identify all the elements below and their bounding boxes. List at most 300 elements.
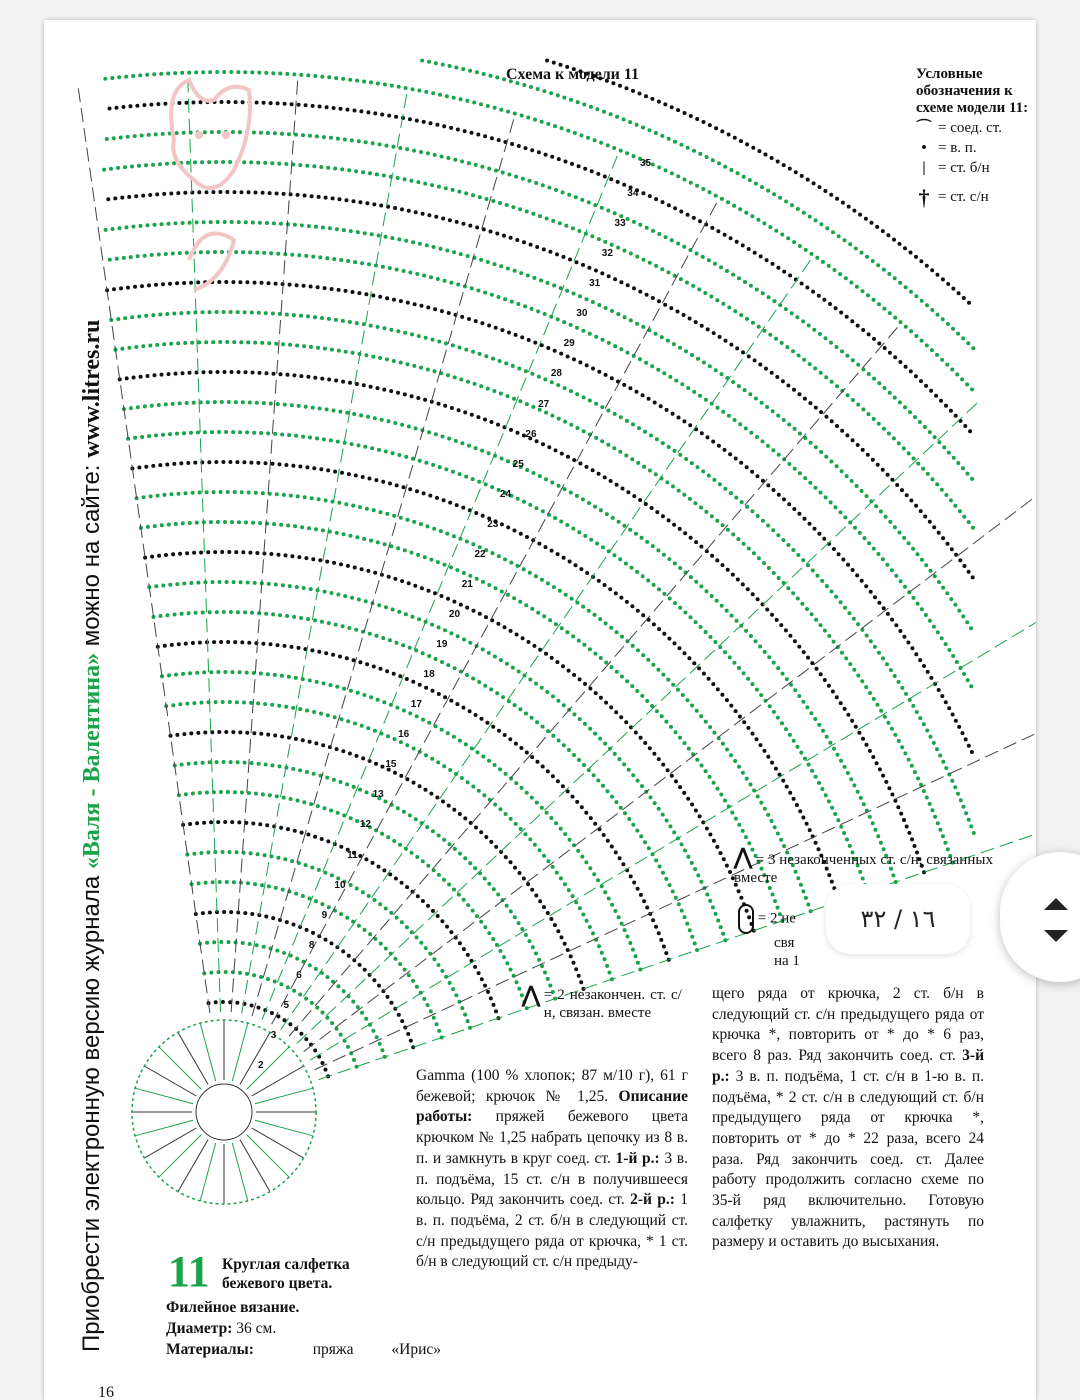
chain-stitch — [908, 410, 912, 414]
chain-stitch — [798, 392, 802, 396]
row-number-label: 34 — [627, 188, 639, 200]
chain-stitch — [335, 227, 339, 231]
chain-stitch — [352, 412, 356, 416]
chain-stitch — [529, 243, 533, 247]
chain-stitch — [179, 311, 183, 315]
chain-stitch — [518, 600, 522, 604]
chain-stitch — [699, 880, 703, 884]
chain-stitch — [355, 535, 359, 539]
chain-stitch — [294, 737, 298, 741]
chain-stitch — [219, 640, 223, 644]
chain-stitch — [739, 461, 743, 465]
chain-stitch — [344, 502, 348, 506]
chain-stitch — [621, 487, 625, 491]
chain-stitch — [170, 643, 174, 647]
center-stitch — [144, 1128, 196, 1158]
chain-stitch — [429, 121, 433, 125]
chain-stitch — [967, 744, 971, 748]
chain-stitch — [267, 341, 271, 345]
chain-stitch — [412, 149, 416, 153]
chain-stitch — [712, 839, 716, 843]
chain-stitch — [400, 881, 404, 885]
chain-stitch — [392, 514, 396, 518]
chain-stitch — [669, 725, 673, 729]
chain-stitch — [188, 671, 192, 675]
chain-stitch — [423, 398, 427, 402]
chain-stitch — [301, 677, 305, 681]
chain-stitch — [429, 792, 433, 796]
chain-stitch — [791, 591, 795, 595]
chain-stitch — [313, 835, 317, 839]
chain-stitch — [766, 524, 770, 528]
chain-stitch — [861, 289, 865, 293]
chain-stitch — [448, 981, 452, 985]
chain-stitch — [893, 355, 897, 359]
chain-stitch — [412, 364, 416, 368]
chain-stitch — [363, 968, 367, 972]
chain-stitch — [805, 822, 809, 826]
chain-stitch — [827, 684, 831, 688]
chain-stitch — [251, 822, 255, 826]
chain-stitch — [760, 401, 764, 405]
chain-stitch — [893, 674, 897, 678]
chain-stitch — [678, 527, 682, 531]
chain-stitch — [798, 244, 802, 248]
chain-stitch — [358, 963, 362, 967]
chain-stitch — [289, 494, 293, 498]
chain-stitch — [739, 313, 743, 317]
chain-stitch — [453, 847, 457, 851]
chain-stitch — [379, 667, 383, 671]
chain-stitch — [452, 96, 456, 100]
chain-stitch — [854, 247, 858, 251]
chain-stitch — [404, 86, 408, 90]
chain-stitch — [222, 610, 226, 614]
chain-stitch — [580, 198, 584, 202]
chain-stitch — [474, 319, 478, 323]
chain-stitch — [716, 406, 720, 410]
chain-stitch — [615, 630, 619, 634]
chain-stitch — [434, 657, 438, 661]
chain-stitch — [487, 882, 491, 886]
chain-stitch — [480, 717, 484, 721]
chain-stitch — [406, 362, 410, 366]
chain-stitch — [235, 460, 239, 464]
chain-stitch — [349, 229, 353, 233]
chain-stitch — [400, 423, 404, 427]
chain-stitch — [725, 609, 729, 613]
chain-stitch — [311, 104, 315, 108]
chain-stitch — [584, 811, 588, 815]
chain-stitch — [241, 400, 245, 404]
chain-stitch — [323, 286, 327, 290]
chain-stitch — [632, 220, 636, 224]
chain-stitch — [699, 625, 703, 629]
chain-stitch — [940, 694, 944, 698]
chain-stitch — [467, 161, 471, 165]
chain-stitch — [658, 865, 662, 869]
chain-stitch — [477, 680, 481, 684]
chain-stitch — [706, 327, 710, 331]
chain-stitch — [916, 602, 920, 606]
chain-stitch — [453, 375, 457, 379]
chain-stitch — [496, 423, 500, 427]
chain-stitch — [786, 586, 790, 590]
chain-stitch — [192, 551, 196, 555]
chain-stitch — [283, 102, 287, 106]
chain-stitch — [601, 784, 605, 788]
chain-stitch — [304, 997, 308, 1001]
chain-stitch — [442, 124, 446, 128]
chain-stitch — [380, 765, 384, 769]
chain-stitch — [419, 150, 423, 154]
chain-stitch — [339, 1033, 343, 1037]
chain-stitch — [415, 714, 419, 718]
chain-stitch — [661, 200, 665, 204]
chain-stitch — [855, 285, 859, 289]
chain-stitch — [671, 484, 675, 488]
chain-stitch — [448, 64, 452, 68]
chain-stitch — [664, 720, 668, 724]
scroll-down-icon[interactable] — [1044, 930, 1068, 942]
chain-stitch — [642, 899, 646, 903]
chain-stitch — [112, 136, 116, 140]
chain-stitch — [185, 702, 189, 706]
chain-stitch — [458, 472, 462, 476]
chain-stitch — [776, 533, 780, 537]
chain-stitch — [725, 269, 729, 273]
chain-stitch — [379, 510, 383, 514]
chain-stitch — [314, 967, 318, 971]
chain-stitch — [725, 864, 729, 868]
chain-stitch — [531, 212, 535, 216]
chain-stitch — [397, 85, 401, 89]
chain-stitch — [840, 349, 844, 353]
chain-stitch — [617, 915, 621, 919]
chain-stitch — [127, 346, 131, 350]
chain-stitch — [449, 281, 453, 285]
chain-stitch — [798, 432, 802, 436]
chain-stitch — [862, 802, 866, 806]
chain-stitch — [654, 131, 658, 135]
chain-stitch — [119, 136, 123, 140]
row-number-label: 18 — [423, 669, 435, 681]
chain-stitch — [445, 249, 449, 253]
chain-stitch — [483, 877, 487, 881]
chain-stitch — [147, 133, 151, 137]
chain-stitch — [577, 758, 581, 762]
chain-stitch — [223, 520, 227, 524]
chain-stitch — [619, 596, 623, 600]
chain-stitch — [209, 971, 213, 975]
chain-stitch — [489, 687, 493, 691]
legend — [916, 66, 1036, 210]
two-unfinished-icon: ⋀ — [522, 982, 541, 1007]
chain-stitch — [689, 615, 693, 619]
chain-stitch — [167, 523, 171, 527]
chain-stitch — [623, 928, 627, 932]
chain-stitch — [352, 785, 356, 789]
chain-stitch — [651, 296, 655, 300]
chain-stitch — [125, 225, 129, 229]
chain-stitch — [528, 837, 532, 841]
chain-stitch — [339, 845, 343, 849]
chain-stitch — [387, 575, 391, 579]
chain-stitch — [288, 1022, 292, 1026]
chain-stitch — [263, 853, 267, 857]
center-stitch — [178, 1140, 208, 1192]
chain-stitch — [399, 516, 403, 520]
chain-stitch — [706, 435, 710, 439]
chain-stitch — [893, 525, 897, 529]
chain-stitch — [298, 768, 302, 772]
chain-stitch — [549, 816, 553, 820]
chain-stitch — [169, 342, 173, 346]
chain-stitch — [189, 731, 193, 735]
chain-stitch — [455, 702, 459, 706]
chain-stitch — [282, 796, 286, 800]
scroll-up-icon[interactable] — [1044, 898, 1068, 910]
chain-stitch — [962, 296, 966, 300]
chain-stitch — [595, 107, 599, 111]
chain-stitch — [336, 811, 340, 815]
chain-stitch — [914, 374, 918, 378]
chain-stitch — [244, 520, 248, 524]
chain-stitch — [774, 337, 778, 341]
chain-stitch — [334, 76, 338, 80]
chain-stitch — [197, 340, 201, 344]
chain-stitch — [852, 668, 856, 672]
chain-stitch — [569, 954, 573, 958]
chain-stitch — [267, 884, 271, 888]
chain-stitch — [639, 736, 643, 740]
chain-stitch — [683, 915, 687, 919]
chain-stitch — [577, 164, 581, 168]
chain-stitch — [498, 359, 502, 363]
site-link[interactable]: www.litres.ru — [79, 319, 105, 458]
chain-stitch — [614, 710, 618, 714]
chain-stitch — [613, 553, 617, 557]
chain-stitch — [907, 758, 911, 762]
chain-stitch — [614, 591, 618, 595]
chain-stitch — [324, 498, 328, 502]
chain-stitch — [543, 377, 547, 381]
chain-stitch — [591, 468, 595, 472]
chain-stitch — [528, 678, 532, 682]
chain-stitch — [684, 457, 688, 461]
chain-stitch — [478, 612, 482, 616]
chain-stitch — [741, 350, 745, 354]
chain-stitch — [117, 75, 121, 79]
chain-stitch — [605, 512, 609, 516]
chain-stitch — [400, 920, 404, 924]
chain-stitch — [810, 252, 814, 256]
chain-stitch — [372, 665, 376, 669]
chain-stitch — [345, 411, 349, 415]
chain-stitch — [321, 1011, 325, 1015]
chain-stitch — [682, 791, 686, 795]
chain-stitch — [518, 399, 522, 403]
chain-stitch — [254, 491, 258, 495]
chain-stitch — [657, 299, 661, 303]
chain-stitch — [571, 894, 575, 898]
chain-stitch — [801, 558, 805, 562]
chain-stitch — [568, 258, 572, 262]
chain-stitch — [185, 401, 189, 405]
chain-stitch — [690, 861, 694, 865]
chain-stitch — [564, 160, 568, 164]
chain-stitch — [749, 783, 753, 787]
chain-stitch — [812, 181, 816, 185]
chain-stitch — [197, 881, 201, 885]
chain-stitch — [615, 670, 619, 674]
chain-stitch — [875, 225, 879, 229]
chain-stitch — [407, 581, 411, 585]
chain-stitch — [466, 780, 470, 784]
chain-stitch — [365, 507, 369, 511]
chain-stitch — [490, 485, 494, 489]
chain-stitch — [524, 933, 528, 937]
chain-stitch — [696, 873, 700, 877]
chain-stitch — [465, 673, 469, 677]
chain-stitch — [456, 634, 460, 638]
chain-stitch — [756, 218, 760, 222]
chain-stitch — [796, 597, 800, 601]
chain-stitch — [211, 880, 215, 884]
chain-stitch — [638, 92, 642, 96]
chain-stitch — [410, 551, 414, 555]
chain-stitch — [843, 606, 847, 610]
chain-stitch — [237, 370, 241, 374]
chain-stitch — [513, 529, 517, 533]
chain-stitch — [679, 210, 683, 214]
chain-stitch — [495, 76, 499, 80]
chain-stitch — [660, 134, 664, 138]
chain-stitch — [835, 384, 839, 388]
chain-stitch — [753, 358, 757, 362]
chain-stitch — [582, 429, 586, 433]
chain-stitch — [452, 888, 456, 892]
chain-stitch — [736, 537, 740, 541]
chain-stitch — [577, 974, 581, 978]
chain-stitch — [236, 310, 240, 314]
chain-stitch — [443, 628, 447, 632]
chain-stitch — [568, 560, 572, 564]
chain-stitch — [109, 167, 113, 171]
chain-stitch — [580, 133, 584, 137]
chain-stitch — [474, 713, 478, 717]
chain-stitch — [440, 660, 444, 664]
chain-stitch — [276, 402, 280, 406]
chain-stitch — [717, 161, 721, 165]
chain-stitch — [222, 760, 226, 764]
chain-stitch — [771, 448, 775, 452]
chain-stitch — [276, 856, 280, 860]
chain-stitch — [411, 240, 415, 244]
chain-stitch — [283, 644, 287, 648]
chain-stitch — [585, 297, 589, 301]
chain-stitch — [113, 196, 117, 200]
chain-stitch — [297, 555, 301, 559]
chain-stitch — [781, 672, 785, 676]
chain-stitch — [513, 866, 517, 870]
chain-stitch — [297, 646, 301, 650]
chain-stitch — [824, 793, 828, 797]
chain-stitch — [272, 372, 276, 376]
chain-stitch — [620, 635, 624, 639]
chain-stitch — [402, 709, 406, 713]
chain-stitch — [751, 732, 755, 736]
chain-stitch — [857, 731, 861, 735]
chain-stitch — [440, 594, 444, 598]
chain-stitch — [585, 465, 589, 469]
chain-stitch — [659, 404, 663, 408]
chain-stitch — [186, 461, 190, 465]
chain-stitch — [497, 554, 501, 558]
chain-stitch — [337, 501, 341, 505]
chain-stitch — [749, 431, 753, 435]
chain-stitch — [718, 335, 722, 339]
chain-stitch — [511, 364, 515, 368]
chain-stitch — [507, 173, 511, 177]
chain-stitch — [854, 725, 858, 729]
chain-stitch — [765, 405, 769, 409]
chain-stitch — [285, 313, 289, 317]
chain-stitch — [459, 97, 463, 101]
chain-stitch — [600, 439, 604, 443]
chain-stitch — [909, 251, 913, 255]
chain-stitch — [440, 309, 444, 313]
chain-stitch — [263, 702, 267, 706]
chain-stitch — [575, 392, 579, 396]
chain-stitch — [628, 528, 632, 532]
chain-stitch — [564, 224, 568, 228]
chain-stitch — [496, 622, 500, 626]
chain-stitch — [209, 670, 213, 674]
chain-stitch — [701, 255, 705, 259]
chain-stitch — [731, 532, 735, 536]
chain-stitch — [737, 765, 741, 769]
chain-stitch — [604, 373, 608, 377]
chain-stitch — [552, 61, 556, 65]
chain-stitch — [322, 437, 326, 441]
chain-stitch — [710, 514, 714, 518]
chain-stitch — [411, 615, 415, 619]
chain-stitch — [604, 621, 608, 625]
chain-stitch — [424, 90, 428, 94]
chain-stitch — [452, 534, 456, 538]
chain-stitch — [233, 790, 237, 794]
chain-stitch — [269, 642, 273, 646]
center-stitch — [247, 1135, 289, 1177]
chain-stitch — [723, 799, 727, 803]
chain-stitch — [206, 550, 210, 554]
chain-stitch — [541, 442, 545, 446]
chain-stitch — [944, 404, 948, 408]
chain-stitch — [895, 483, 899, 487]
chain-stitch — [480, 165, 484, 169]
chain-stitch — [768, 225, 772, 229]
chain-stitch — [132, 376, 136, 380]
chain-stitch — [342, 228, 346, 232]
chain-stitch — [298, 465, 302, 469]
chain-stitch — [281, 583, 285, 587]
chain-stitch — [208, 610, 212, 614]
chain-stitch — [549, 91, 553, 95]
chain-stitch — [421, 651, 425, 655]
chain-stitch — [928, 619, 932, 623]
chain-stitch — [925, 796, 929, 800]
